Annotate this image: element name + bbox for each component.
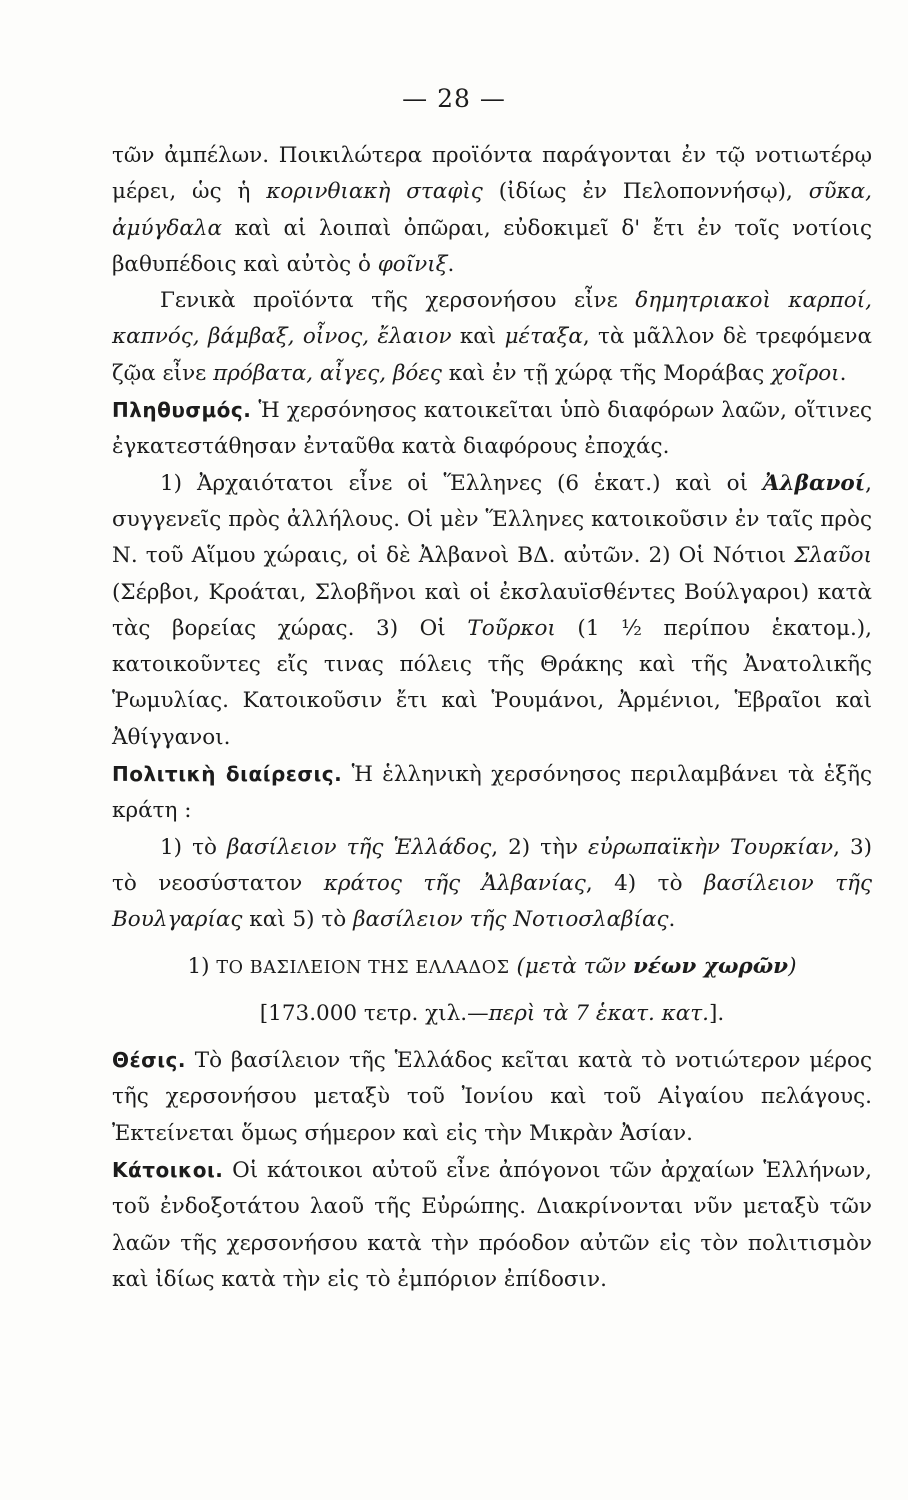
text-run: [173.000 τετρ. χιλ.— [259, 1000, 489, 1026]
text-run: (1 ½ περίπου ἑκατομ.), κατοικοῦντες εἴς τινας πόλεις τῆς Θράκης καὶ τῆς Ἀνατολικῆς Ῥωμυλίας. Κατοικοῦσιν ἔτι καὶ Ῥουμάνοι, Ἀρμένιοι, Ἑβραῖοι καὶ Ἀθίγγανοι. [112, 615, 873, 750]
italic-term: κράτος τῆς Ἀλβανίας [323, 870, 586, 896]
text-run: ]. [708, 1000, 725, 1026]
text-run: (Σέρβοι, Κροάται, Σλοβῆνοι καὶ οἱ ἐκσλαυϊσθέντες Βούλγαροι) κατὰ τὰς βορείας χώρας. 3) Οἱ [112, 579, 872, 641]
text-run: , τὰ μᾶλλον δὲ τρεφόμενα ζῷα εἶνε [112, 324, 872, 386]
italic-term: βασίλειον τῆς Νοτιοσλαβίας [353, 907, 669, 933]
italic-term: νέων χωρῶν [632, 953, 789, 979]
italic-term: σῦκα, ἀμύγδαλα [112, 179, 872, 241]
text-run: 1) Ἀρχαιότατοι εἶνε οἱ Ἕλληνες (6 ἑκατ.) καὶ οἱ [160, 470, 763, 496]
italic-term: χοῖροι [771, 360, 840, 386]
text-run: τῶν ἀμπέλων. Ποικιλώτερα προϊόντα παράγονται ἐν τῷ νοτιωτέρῳ μέρει, ὡς ἡ [112, 143, 872, 205]
italic-term: πρόβατα, αἶγες, βόες [213, 360, 442, 386]
italic-term: Ἀλβανοί [762, 470, 866, 496]
paragraph-population [112, 392, 872, 466]
text-run: Τὸ βασίλειον τῆς Ἑλλάδος κεῖται κατὰ τὸ νοτιώτερον μέρος τῆς χερσονήσου μεταξὺ τοῦ Ἰονίου καὶ τοῦ Αἰγαίου πελάγους. Ἐκτείνεται ὅμως σήμερον καὶ εἰς τὴν Μικρὰν Ἀσίαν. [112, 1048, 872, 1146]
text-run: . [668, 907, 676, 933]
section-title-caps: ΤΟ ΒΑΣΙΛΕΙΟΝ ΤΗΣ ΕΛΛΑΔΟΣ [216, 957, 510, 978]
paragraph-states [112, 830, 872, 939]
text-run: , 2) τὴν [491, 834, 589, 860]
italic-term: φοῖνιξ [377, 251, 448, 277]
italic-term: περὶ τὰ 7 ἑκατ. κατ. [488, 1000, 709, 1026]
text-run: 1) τὸ [160, 834, 227, 860]
text-run: καὶ [451, 324, 505, 350]
text-run: , 4) τὸ [585, 870, 705, 896]
text-run: καὶ ἐν τῇ χώρᾳ τῆς Μοράβας [441, 360, 772, 386]
paragraph-position [112, 1042, 872, 1152]
italic-term: κορινθιακὴ σταφὶς [266, 179, 483, 205]
area-population-line [112, 996, 872, 1032]
body-text [112, 138, 872, 1298]
italic-term: βασίλειον τῆς Ἑλλάδος [226, 834, 492, 860]
italic-term: εὐρωπαϊκὴν Τουρκίαν [588, 834, 834, 860]
italic-term: βασίλειον τῆς Βουλγαρίας [112, 870, 872, 933]
paragraph-products [112, 138, 872, 283]
text-run: . [447, 251, 455, 277]
spacer [112, 1032, 872, 1042]
text-run: Γενικὰ προϊόντα τῆς χερσονήσου εἶνε [160, 288, 636, 314]
italic-term: μέταξα [504, 324, 583, 350]
text-run: . [839, 360, 847, 386]
text-run: , 3) τὸ νεοσύστατον [112, 834, 873, 896]
paragraph-peoples [112, 466, 872, 756]
italic-term: δημητριακοὶ καρποί, καπνός, βάμβαξ, οἶνος, ἔλαιον [112, 288, 872, 350]
text-run: 1) [187, 953, 217, 979]
italic-term: Σλαῦοι [794, 543, 872, 569]
section-heading-political: Πολιτικὴ διαίρεσις. [112, 762, 343, 787]
text-run: Ἡ ἑλληνικὴ χερσόνησος περιλαμβάνει τὰ ἑξῆς κράτη : [112, 762, 873, 824]
section-heading-position: Θέσις. [112, 1048, 186, 1073]
italic-term: Τοῦρκοι [467, 615, 556, 641]
text-run: , συγγενεῖς πρὸς ἀλλήλους. Οἱ μὲν Ἕλληνες κατοικοῦσιν ἐν ταῖς πρὸς Ν. τοῦ Αἵμου χώραις, οἱ δὲ Ἀλβανοὶ ΒΔ. αὐτῶν. 2) Οἱ Νότιοι [112, 470, 872, 569]
spacer [112, 939, 872, 949]
section-heading-inhabitants: Κάτοικοι. [112, 1158, 224, 1183]
italic-term: ) [788, 953, 797, 979]
italic-term: (μετὰ τῶν [509, 953, 633, 979]
page-number: — 28 — [402, 84, 506, 113]
text-run: καὶ αἱ λοιπαὶ ὀπῶραι, εὐδοκιμεῖ δ' ἔτι ἐν τοῖς νοτίοις βαθυπέδοις καὶ αὐτὸς ὁ [112, 215, 872, 277]
paragraph-inhabitants [112, 1152, 872, 1298]
spacer [112, 986, 872, 996]
text-run: Οἱ κάτοικοι αὐτοῦ εἶνε ἀπόγονοι τῶν ἀρχαίων Ἑλλήνων, τοῦ ἐνδοξοτάτου λαοῦ τῆς Εὐρώπης. Διακρίνονται νῦν μεταξὺ τῶν λαῶν τῆς χερσονήσου κατὰ τὴν πρόοδον αὐτῶν εἰς τὸν πολιτισμὸν καὶ ἰδίως κατὰ τὴν εἰς τὸ ἐμπόριον ἐπίδοσιν. [112, 1158, 872, 1292]
text-run: (ἰδίως ἐν Πελοποννήσῳ), [482, 179, 809, 205]
text-run: Ἡ χερσόνησος κατοικεῖται ὑπὸ διαφόρων λαῶν, οἵτινες ἐγκατεστάθησαν ἐνταῦθα κατὰ διαφόρους ἐποχάς. [112, 398, 872, 460]
section-title-greece [112, 949, 872, 986]
paragraph-political-division [112, 756, 872, 830]
section-heading-population: Πληθυσμός. [112, 398, 252, 423]
text-run: καὶ 5) τὸ [242, 907, 354, 933]
paragraph-general-products [112, 283, 872, 392]
